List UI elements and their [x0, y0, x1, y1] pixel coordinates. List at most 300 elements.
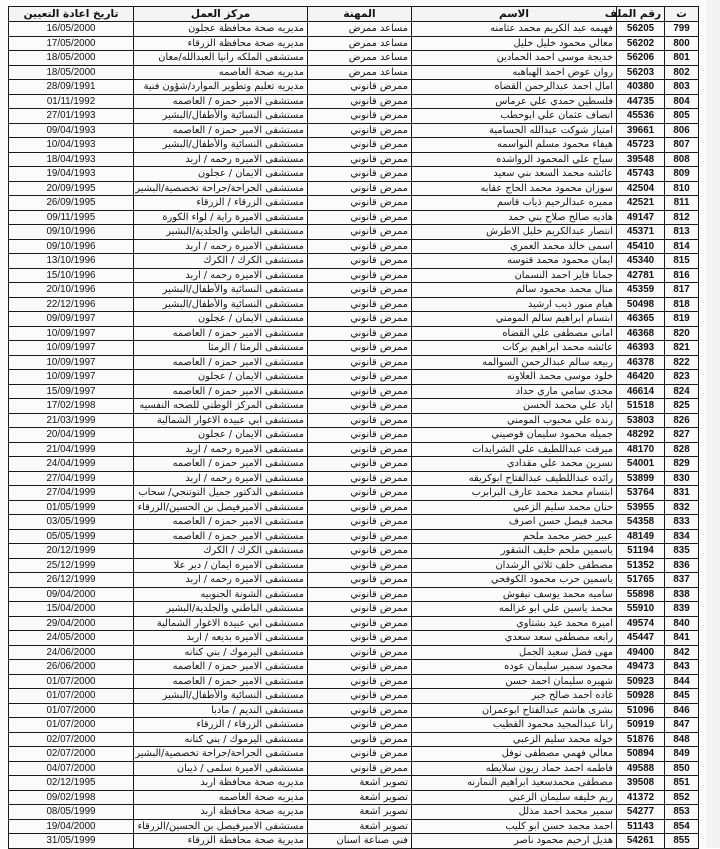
employee-name: هديل ارحيم محمود ناصر	[412, 834, 617, 849]
row-number: 849	[665, 747, 699, 762]
employee-name: مميره عبدالرحيم ذياب قاسم	[412, 196, 617, 211]
job-title: ممرض قانوني	[308, 761, 412, 776]
file-number: 50928	[617, 689, 665, 704]
job-title: ممرض قانوني	[308, 500, 412, 515]
table-row	[9, 355, 699, 370]
employee-name: محمود سمير سليمان عوده	[412, 660, 617, 675]
row-number: 845	[665, 689, 699, 704]
reappointment-date: 10/04/1993	[9, 138, 134, 153]
file-number: 53899	[617, 471, 665, 486]
job-title: ممرض قانوني	[308, 486, 412, 501]
work-center: مستشفى الامير حمزه / العاصمه	[134, 384, 308, 399]
row-number: 809	[665, 167, 699, 182]
table-row	[9, 384, 699, 399]
work-center: مستشفى الايمان / عجلون	[134, 167, 308, 182]
job-title: مساعد ممرض	[308, 51, 412, 66]
job-title: ممرض قانوني	[308, 544, 412, 559]
file-number: 42781	[617, 268, 665, 283]
reappointment-date: 31/05/1999	[9, 834, 134, 849]
job-title: ممرض قانوني	[308, 94, 412, 109]
table-row	[9, 370, 699, 385]
job-title: ممرض قانوني	[308, 747, 412, 762]
reappointment-date: 27/04/1999	[9, 471, 134, 486]
row-number: 805	[665, 109, 699, 124]
header-date: تاريخ اعادة التعيين	[9, 7, 134, 22]
table-row	[9, 573, 699, 588]
row-number: 803	[665, 80, 699, 95]
table-row	[9, 660, 699, 675]
file-number: 49147	[617, 210, 665, 225]
table-row	[9, 457, 699, 472]
header-job: المهنة	[308, 7, 412, 22]
reappointment-date: 09/02/1998	[9, 790, 134, 805]
file-number: 40380	[617, 80, 665, 95]
table-row	[9, 718, 699, 733]
file-number: 50919	[617, 718, 665, 733]
table-row	[9, 312, 699, 327]
table-row	[9, 732, 699, 747]
file-number: 49473	[617, 660, 665, 675]
job-title: ممرض قانوني	[308, 167, 412, 182]
file-number: 50498	[617, 297, 665, 312]
employee-name: روان عوض احمد الهباهبه	[412, 65, 617, 80]
employee-name: هيفاء محمود مسلم النواسمه	[412, 138, 617, 153]
file-number: 39508	[617, 776, 665, 791]
table-row	[9, 181, 699, 196]
job-title: مساعد ممرض	[308, 36, 412, 51]
reappointment-table	[8, 6, 699, 849]
reappointment-date: 20/12/1999	[9, 544, 134, 559]
table-row	[9, 834, 699, 849]
file-number: 55898	[617, 587, 665, 602]
row-number: 804	[665, 94, 699, 109]
row-number: 837	[665, 573, 699, 588]
employee-name: مهى فضل سعيد الجمل	[412, 645, 617, 660]
job-title: فني صناعة اسنان	[308, 834, 412, 849]
job-title: ممرض قانوني	[308, 239, 412, 254]
file-number: 48292	[617, 428, 665, 443]
work-center: مستشفى الامير حمزه / العاصمه	[134, 94, 308, 109]
employee-name: خديجة موسى احمد الحمادين	[412, 51, 617, 66]
job-title: ممرض قانوني	[308, 645, 412, 660]
work-center: مستشفى اليرموك / بني كنانه	[134, 732, 308, 747]
job-title: ممرض قانوني	[308, 457, 412, 472]
employee-name: خوله محمد سليم الزعبي	[412, 732, 617, 747]
employee-name: اسمى خالد محمد العمري	[412, 239, 617, 254]
file-number: 51352	[617, 558, 665, 573]
job-title: ممرض قانوني	[308, 616, 412, 631]
work-center: مستشفى الامير حمزه / العاصمه	[134, 529, 308, 544]
reappointment-date: 24/04/1999	[9, 457, 134, 472]
table-row	[9, 776, 699, 791]
row-number: 807	[665, 138, 699, 153]
employee-name: منال محمد محمود سالم	[412, 283, 617, 298]
row-number: 812	[665, 210, 699, 225]
file-number: 56206	[617, 51, 665, 66]
work-center: مديريه صحة العاصمه	[134, 65, 308, 80]
file-number: 49400	[617, 645, 665, 660]
reappointment-date: 08/05/1999	[9, 805, 134, 820]
reappointment-date: 26/12/1999	[9, 573, 134, 588]
job-title: ممرض قانوني	[308, 399, 412, 414]
work-center: مستشفى الامير حمزه / العاصمه	[134, 674, 308, 689]
file-number: 44735	[617, 94, 665, 109]
row-number: 825	[665, 399, 699, 414]
row-number: 832	[665, 500, 699, 515]
table-row	[9, 123, 699, 138]
reappointment-date: 24/06/2000	[9, 645, 134, 660]
job-title: ممرض قانوني	[308, 558, 412, 573]
employee-name: حنان محمد سليم الزعبي	[412, 500, 617, 515]
reappointment-date: 18/05/2000	[9, 65, 134, 80]
reappointment-date: 25/12/1999	[9, 558, 134, 573]
reappointment-date: 21/04/1999	[9, 442, 134, 457]
work-center: مستشفى الزرقاء / الزرقاء	[134, 718, 308, 733]
job-title: ممرض قانوني	[308, 138, 412, 153]
table-row	[9, 413, 699, 428]
employee-name: جمانا فايز احمد النسمان	[412, 268, 617, 283]
row-number: 806	[665, 123, 699, 138]
work-center: مستشفى الاميرفيصل بن الحسين/الزرقاء	[134, 500, 308, 515]
employee-name: ربيعه سالم عبدالرحمن السوالمه	[412, 355, 617, 370]
employee-name: انتصار عبدالكريم خليل الاطرش	[412, 225, 617, 240]
table-row	[9, 602, 699, 617]
reappointment-date: 02/07/2000	[9, 732, 134, 747]
work-center: مستشفى الاميره رحمه / اربد	[134, 442, 308, 457]
row-number: 818	[665, 297, 699, 312]
row-number: 819	[665, 312, 699, 327]
reappointment-date: 09/10/1996	[9, 225, 134, 240]
employee-name: نسرين محمد علي مقدادي	[412, 457, 617, 472]
reappointment-date: 20/10/1996	[9, 283, 134, 298]
reappointment-date: 10/09/1997	[9, 326, 134, 341]
table-row	[9, 805, 699, 820]
table-row	[9, 65, 699, 80]
reappointment-date: 18/05/2000	[9, 51, 134, 66]
file-number: 54261	[617, 834, 665, 849]
row-number: 855	[665, 834, 699, 849]
table-row	[9, 500, 699, 515]
file-number: 49588	[617, 761, 665, 776]
file-number: 46614	[617, 384, 665, 399]
job-title: مساعد ممرض	[308, 65, 412, 80]
table-row	[9, 297, 699, 312]
employee-name: امال احمد عبدالرحمن القضاه	[412, 80, 617, 95]
reappointment-date: 10/09/1997	[9, 355, 134, 370]
employee-name: انصاف عثمان علي ابوحطب	[412, 109, 617, 124]
row-number: 853	[665, 805, 699, 820]
row-number: 813	[665, 225, 699, 240]
work-center: مستشفى الباطني والجلدية/البشير	[134, 225, 308, 240]
row-number: 834	[665, 529, 699, 544]
employee-name: اياد علي محمد الحسن	[412, 399, 617, 414]
file-number: 49574	[617, 616, 665, 631]
table-row	[9, 36, 699, 51]
reappointment-date: 09/11/1995	[9, 210, 134, 225]
table-row	[9, 442, 699, 457]
employee-name: محمد فيصل حسن اصرف	[412, 515, 617, 530]
employee-name: عبير خضر محمد ملحم	[412, 529, 617, 544]
employee-name: مجدي سامي ماري حداد	[412, 384, 617, 399]
reappointment-date: 15/10/1996	[9, 268, 134, 283]
file-number: 46420	[617, 370, 665, 385]
reappointment-date: 20/04/1999	[9, 428, 134, 443]
employee-name: ساميه محمد يوسف نيفوش	[412, 587, 617, 602]
file-number: 51194	[617, 544, 665, 559]
work-center: مستشفى الاميره رحمه / اربد	[134, 471, 308, 486]
file-number: 45743	[617, 167, 665, 182]
job-title: ممرض قانوني	[308, 384, 412, 399]
row-number: 800	[665, 36, 699, 51]
table-row	[9, 254, 699, 269]
reappointment-date: 28/09/1991	[9, 80, 134, 95]
work-center: مستشفى النسائية والأطفال/البشير	[134, 297, 308, 312]
reappointment-date: 26/09/1995	[9, 196, 134, 211]
file-number: 46378	[617, 355, 665, 370]
job-title: ممرض قانوني	[308, 718, 412, 733]
work-center: مستشفى الملكه رانيا العبدالله/معان	[134, 51, 308, 66]
work-center: مستشفى النسائية والأطفال/البشير	[134, 283, 308, 298]
table-row	[9, 558, 699, 573]
reappointment-date: 19/04/2000	[9, 819, 134, 834]
reappointment-date: 10/09/1997	[9, 341, 134, 356]
table-row	[9, 225, 699, 240]
employee-name: ايمان محمود محمد قتوسه	[412, 254, 617, 269]
employee-name: جميله محمود سليمان قوصيني	[412, 428, 617, 443]
work-center: مديريه صحة محافظة اربد	[134, 776, 308, 791]
row-number: 823	[665, 370, 699, 385]
work-center: مستشفى النسائية والأطفال/البشير	[134, 109, 308, 124]
row-number: 822	[665, 355, 699, 370]
file-number: 39548	[617, 152, 665, 167]
work-center: مستشفى الدكتور جميل التوتنجي/ سحاب	[134, 486, 308, 501]
page-edge	[706, 0, 720, 848]
job-title: تصوير اشعة	[308, 776, 412, 791]
row-number: 828	[665, 442, 699, 457]
row-number: 816	[665, 268, 699, 283]
work-center: مديريه صحة محافظة عجلون	[134, 22, 308, 37]
table-row	[9, 167, 699, 182]
reappointment-date: 03/05/1999	[9, 515, 134, 530]
file-number: 53955	[617, 500, 665, 515]
employee-name: رابعه مصطفى سعد سعدي	[412, 631, 617, 646]
job-title: ممرض قانوني	[308, 196, 412, 211]
file-number: 48170	[617, 442, 665, 457]
employee-name: بشرى هاشم عبدالفتاح ابوعمران	[412, 703, 617, 718]
header-work: مركز العمل	[134, 7, 308, 22]
job-title: ممرض قانوني	[308, 254, 412, 269]
row-number: 799	[665, 22, 699, 37]
job-title: ممرض قانوني	[308, 355, 412, 370]
job-title: ممرض قانوني	[308, 210, 412, 225]
reappointment-date: 26/06/2000	[9, 660, 134, 675]
work-center: مستشفى المركز الوطني للصحه النفسيه	[134, 399, 308, 414]
row-number: 844	[665, 674, 699, 689]
work-center: مستشفى اليرموك / بني كنانه	[134, 645, 308, 660]
work-center: مستشفى الامير حمزه / العاصمه	[134, 660, 308, 675]
job-title: ممرض قانوني	[308, 587, 412, 602]
work-center: مديرية صحة محافظة الزرقاء	[134, 834, 308, 849]
employee-name: ريم خليفه سليمان الزعبي	[412, 790, 617, 805]
employee-name: سمير محمد احمد مذلل	[412, 805, 617, 820]
employee-name: معالي محمود خليل خليل	[412, 36, 617, 51]
employee-name: محمد ياسين علي ابو غزالمه	[412, 602, 617, 617]
file-number: 39661	[617, 123, 665, 138]
employee-name: رانا عبدالمجيد محمود القطيب	[412, 718, 617, 733]
row-number: 835	[665, 544, 699, 559]
work-center: مديريه صحة محافظة الزرقاء	[134, 36, 308, 51]
header-name: الاسم	[412, 7, 617, 22]
row-number: 847	[665, 718, 699, 733]
work-center: مستشفى النديم / مادبا	[134, 703, 308, 718]
work-center: مستشفى الرمثا / الرمثا	[134, 341, 308, 356]
work-center: مستشفى الشونة الجنوبيه	[134, 587, 308, 602]
reappointment-date: 02/12/1995	[9, 776, 134, 791]
work-center: مستشفى الاميره بديعه / اربد	[134, 631, 308, 646]
reappointment-date: 10/09/1997	[9, 370, 134, 385]
job-title: ممرض قانوني	[308, 602, 412, 617]
header-no: ت	[665, 7, 699, 22]
row-number: 840	[665, 616, 699, 631]
file-number: 45371	[617, 225, 665, 240]
header-file: رقم الملف	[617, 7, 665, 22]
table-row	[9, 515, 699, 530]
table-row	[9, 529, 699, 544]
row-number: 808	[665, 152, 699, 167]
employee-name: شهيره سليمان احمد حسن	[412, 674, 617, 689]
table-row	[9, 196, 699, 211]
table-row	[9, 326, 699, 341]
file-number: 41372	[617, 790, 665, 805]
employee-name: فاطمه احمد حماد زيون سلايطه	[412, 761, 617, 776]
reappointment-date: 19/04/1993	[9, 167, 134, 182]
file-number: 51876	[617, 732, 665, 747]
row-number: 843	[665, 660, 699, 675]
reappointment-date: 20/09/1995	[9, 181, 134, 196]
employee-name: هاديه صالح صلاح بني حمد	[412, 210, 617, 225]
employee-name: فلسطين حمدي علي عرماس	[412, 94, 617, 109]
file-number: 45410	[617, 239, 665, 254]
row-number: 815	[665, 254, 699, 269]
file-number: 50923	[617, 674, 665, 689]
work-center: مديريه صحة العاصمه	[134, 790, 308, 805]
employee-name: اماني مصطفى علي القضاه	[412, 326, 617, 341]
work-center: مستشفى الاميرة راية / لواء الكورة	[134, 210, 308, 225]
employee-name: اميرة محمد عيد بشتاوي	[412, 616, 617, 631]
file-number: 51765	[617, 573, 665, 588]
table-row	[9, 94, 699, 109]
work-center: مستشفى الاميره رحمه / اربد	[134, 152, 308, 167]
row-number: 850	[665, 761, 699, 776]
table-row	[9, 544, 699, 559]
job-title: ممرض قانوني	[308, 80, 412, 95]
reappointment-date: 01/07/2000	[9, 689, 134, 704]
reappointment-date: 09/09/1997	[9, 312, 134, 327]
job-title: ممرض قانوني	[308, 225, 412, 240]
employee-name: ابتسام محمد محمد عارف البرابرب	[412, 486, 617, 501]
job-title: ممرض قانوني	[308, 732, 412, 747]
work-center: مستشفى الاميره رحمه / اربد	[134, 239, 308, 254]
reappointment-date: 21/03/1999	[9, 413, 134, 428]
row-number: 842	[665, 645, 699, 660]
file-number: 56205	[617, 22, 665, 37]
table-row	[9, 486, 699, 501]
job-title: ممرض قانوني	[308, 152, 412, 167]
employee-name: ابتسام ابراهيم سالم المومني	[412, 312, 617, 327]
reappointment-date: 01/11/1992	[9, 94, 134, 109]
employee-name: عائشه محمد ابراهيم بركات	[412, 341, 617, 356]
reappointment-date: 01/07/2000	[9, 718, 134, 733]
employee-name: هيام منور ذيب ارشيد	[412, 297, 617, 312]
row-number: 839	[665, 602, 699, 617]
row-number: 826	[665, 413, 699, 428]
work-center: مستشفى الايمان / عجلون	[134, 370, 308, 385]
job-title: تصوير اشعة	[308, 790, 412, 805]
row-number: 836	[665, 558, 699, 573]
job-title: مساعد ممرض	[308, 22, 412, 37]
table-row	[9, 138, 699, 153]
work-center: مستشفى الكرك / الكرك	[134, 544, 308, 559]
employee-name: رائده عبداللطيف عبدالفتاح ابوكريقه	[412, 471, 617, 486]
work-center: مديريه تعليم وتطوير الموارد/شؤون فنية	[134, 80, 308, 95]
job-title: ممرض قانوني	[308, 370, 412, 385]
table-row	[9, 80, 699, 95]
file-number: 42504	[617, 181, 665, 196]
row-number: 851	[665, 776, 699, 791]
row-number: 814	[665, 239, 699, 254]
table-row	[9, 790, 699, 805]
table-body	[9, 22, 699, 849]
table-row	[9, 283, 699, 298]
work-center: مستشفى الاميرفيصل بن الحسين/الزرقاء	[134, 819, 308, 834]
table-row	[9, 152, 699, 167]
row-number: 827	[665, 428, 699, 443]
table-row	[9, 587, 699, 602]
row-number: 802	[665, 65, 699, 80]
job-title: ممرض قانوني	[308, 312, 412, 327]
file-number: 54358	[617, 515, 665, 530]
reappointment-date: 13/10/1996	[9, 254, 134, 269]
work-center: مستشفى الامير حمزه / العاصمه	[134, 457, 308, 472]
row-number: 854	[665, 819, 699, 834]
row-number: 817	[665, 283, 699, 298]
file-number: 54001	[617, 457, 665, 472]
employee-name: خلود موسى محمد العلاونه	[412, 370, 617, 385]
table-row	[9, 747, 699, 762]
job-title: ممرض قانوني	[308, 109, 412, 124]
table-row	[9, 428, 699, 443]
table-row	[9, 341, 699, 356]
table-row	[9, 399, 699, 414]
job-title: ممرض قانوني	[308, 515, 412, 530]
table-header-row	[9, 7, 699, 22]
job-title: ممرض قانوني	[308, 283, 412, 298]
reappointment-date: 01/05/1999	[9, 500, 134, 515]
job-title: تصوير اشعة	[308, 805, 412, 820]
reappointment-date: 17/05/2000	[9, 36, 134, 51]
job-title: ممرض قانوني	[308, 631, 412, 646]
reappointment-date: 01/07/2000	[9, 674, 134, 689]
employee-name: غاده احمد صالح جبر	[412, 689, 617, 704]
table-row	[9, 761, 699, 776]
table-row	[9, 819, 699, 834]
table-row	[9, 22, 699, 37]
work-center: مستشفى الباطني والجلدية/البشير	[134, 602, 308, 617]
job-title: ممرض قانوني	[308, 268, 412, 283]
job-title: تصوير اشعة	[308, 819, 412, 834]
reappointment-date: 15/04/2000	[9, 602, 134, 617]
reappointment-date: 27/01/1993	[9, 109, 134, 124]
